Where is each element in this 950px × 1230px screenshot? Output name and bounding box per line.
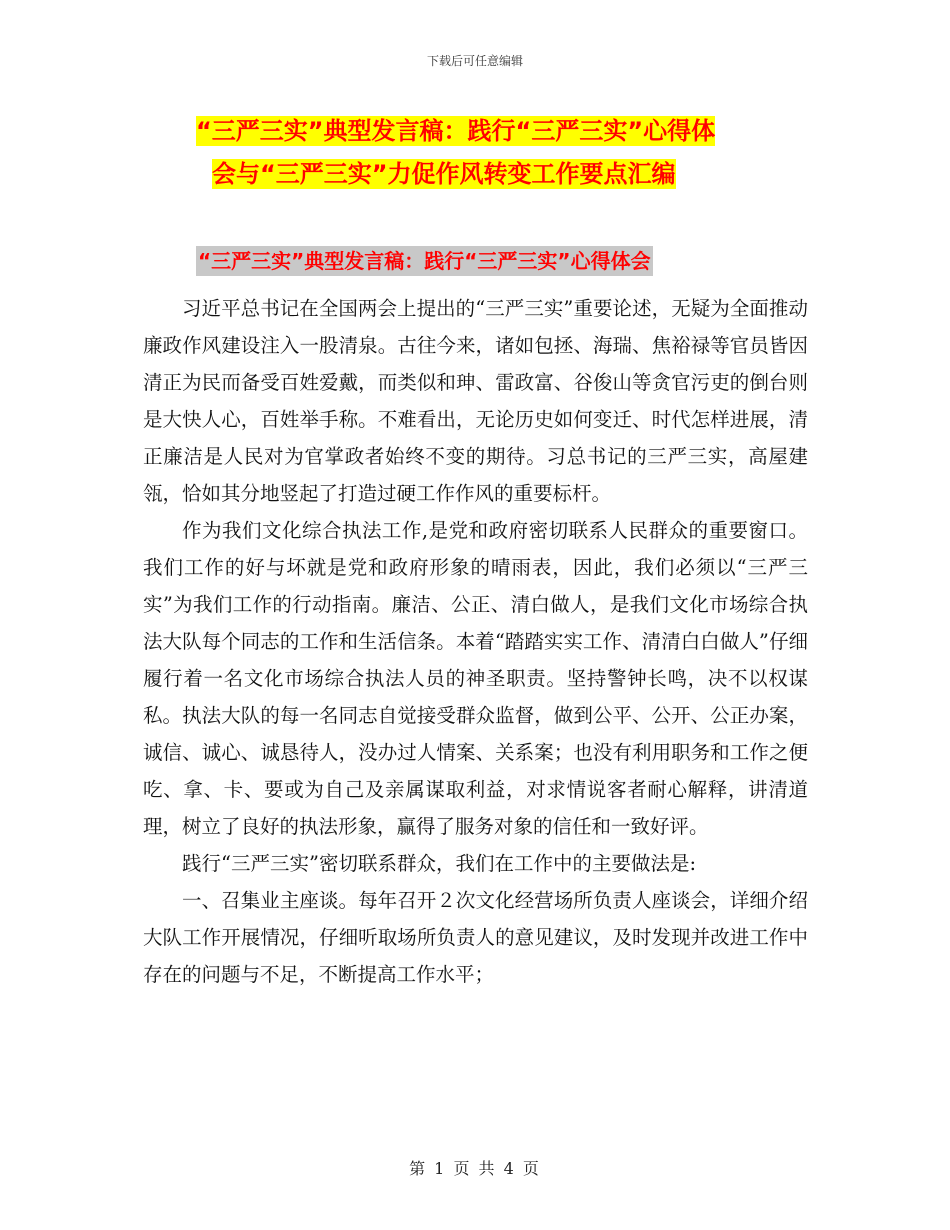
paragraph: 一、召集业主座谈。每年召开２次文化经营场所负责人座谈会，详细介绍大队工作开展情况，仔细听取场所负责人的意见建议，及时发现并改进工作中存在的问题与不足，不断提高工作水平； xyxy=(143,889,808,986)
page-footer: 第 1 页 共 4 页 xyxy=(409,1159,541,1178)
page-header-note: 下载后可任意编辑 xyxy=(426,54,523,68)
document-title-line-2-text: 会与“三严三实”力促作风转变工作要点汇编 xyxy=(212,160,676,188)
document-body xyxy=(143,290,808,993)
document-title-line-2 xyxy=(0,157,950,191)
paragraph: 践行“三严三实”密切联系群众，我们在工作中的主要做法是: xyxy=(182,852,697,875)
paragraph: 习近平总书记在全国两会上提出的“三严三实”重要论述，无疑为全面推动廉政作风建设注入一股清泉。古往今来，诸如包拯、海瑞、焦裕禄等官员皆因清正为民而备受百姓爱戴，而类似和珅、雷政富、谷俊山等贪官污吏的倒台则是大快人心，百姓举手称。不难看出，无论历史如何变迁、时代怎样进展，清正廉洁是人民对为官掌政者始终不变的期待。习总书记的三严三实，高屋建瓴，恰如其分地竖起了打造过硬工作作风的重要标杆。 xyxy=(143,297,808,505)
document-title-line-1 xyxy=(0,114,950,148)
document-title-line-1-text: “三严三实”典型发言稿：践行“三严三实”心得体 xyxy=(196,117,716,145)
section-title: “三严三实”典型发言稿：践行“三严三实”心得体会 xyxy=(196,246,653,276)
paragraph: 作为我们文化综合执法工作,是党和政府密切联系人民群众的重要窗口。我们工作的好与坏就是党和政府形象的晴雨表，因此，我们必须以“三严三实”为我们工作的行动指南。廉洁、公正、清白做人，是我们文化市场综合执法大队每个同志的工作和生活信条。本着“踏踏实实工作、清清白白做人”仔细履行着一名文化市场综合执法人员的神圣职责。坚持警钟长鸣，决不以权谋私。执法大队的每一名同志自觉接受群众监督，做到公平、公开、公正办案，诚信、诚心、诚恳待人，没办过人情案、关系案；也没有利用职务和工作之便吃、拿、卡、要或为自己及亲属谋取利益，对求情说客者耐心解释，讲清道理，树立了良好的执法形象，赢得了服务对象的信任和一致好评。 xyxy=(143,519,808,838)
